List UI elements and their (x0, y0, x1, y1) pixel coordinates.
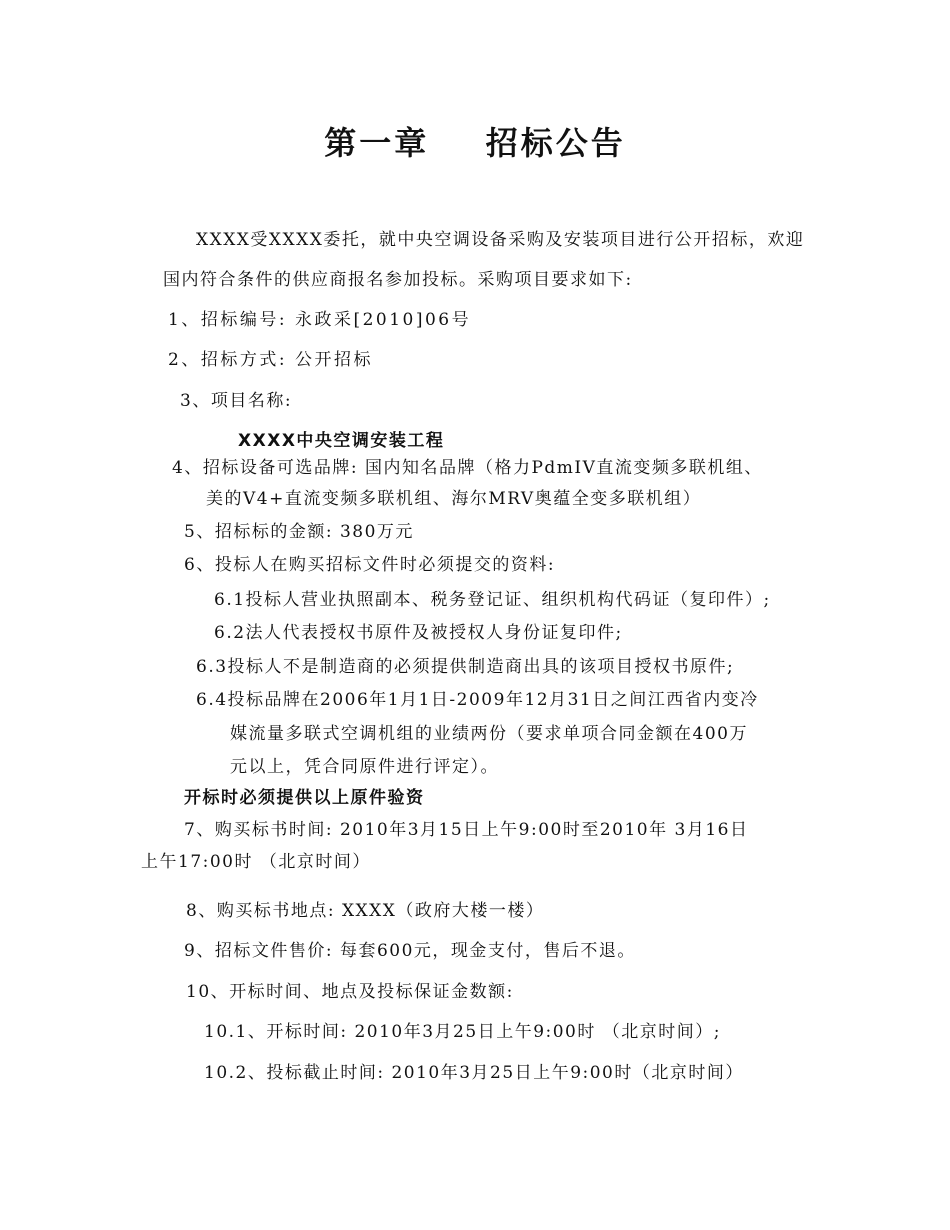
chapter-title: 第一章 招标公告 (324, 124, 626, 162)
item-purchase-location: 8、购买标书地点: XXXX（政府大楼一楼） (186, 901, 545, 921)
project-name: XXXX中央空调安装工程 (238, 431, 445, 451)
item-bid-number: 1、招标编号: 永政采[2010]06号 (168, 310, 472, 330)
item-document-price: 9、招标文件售价: 每套600元，现金支付，售后不退。 (184, 941, 636, 961)
item-doc-6-4-line-2: 媒流量多联式空调机组的业绩两份（要求单项合同金额在400万 (230, 724, 748, 744)
item-opening-info: 10、开标时间、地点及投标保证金数额: (186, 982, 514, 1002)
item-doc-6-1: 6.1投标人营业执照副本、税务登记证、组织机构代码证（复印件）; (214, 590, 771, 610)
item-purchase-time-line-2: 上午17:00时 （北京时间） (141, 852, 371, 872)
item-deadline: 10.2、投标截止时间: 2010年3月25日上午9:00时（北京时间） (204, 1063, 744, 1083)
item-bid-method: 2、招标方式: 公开招标 (168, 350, 373, 370)
verification-note: 开标时必须提供以上原件验资 (184, 788, 425, 808)
item-opening-time: 10.1、开标时间: 2010年3月25日上午9:00时 （北京时间）; (204, 1022, 722, 1042)
item-doc-6-3: 6.3投标人不是制造商的必须提供制造商出具的该项目授权书原件; (196, 657, 735, 677)
item-brands-line-2: 美的V4+直流变频多联机组、海尔MRV奥蕴全变多联机组） (206, 489, 702, 509)
item-bid-amount: 5、招标标的金额: 380万元 (184, 522, 414, 542)
item-doc-6-4-line-1: 6.4投标品牌在2006年1月1日-2009年12月31日之间江西省内变冷 (196, 690, 759, 710)
item-doc-6-2: 6.2法人代表授权书原件及被授权人身份证复印件; (214, 623, 623, 643)
item-required-documents: 6、投标人在购买招标文件时必须提交的资料: (184, 555, 556, 575)
item-purchase-time-line-1: 7、购买标书时间: 2010年3月15日上午9:00时至2010年 3月16日 (184, 820, 749, 840)
intro-paragraph-line-1: XXXX受XXXX委托，就中央空调设备采购及安装项目进行公开招标，欢迎 (196, 230, 805, 250)
item-brands-line-1: 4、招标设备可选品牌: 国内知名品牌（格力PdmIV直流变频多联机组、 (172, 458, 763, 478)
intro-paragraph-line-2: 国内符合条件的供应商报名参加投标。采购项目要求如下: (163, 270, 633, 290)
item-doc-6-4-line-3: 元以上，凭合同原件进行评定）。 (230, 757, 499, 777)
item-project-name-label: 3、项目名称: (180, 391, 293, 411)
